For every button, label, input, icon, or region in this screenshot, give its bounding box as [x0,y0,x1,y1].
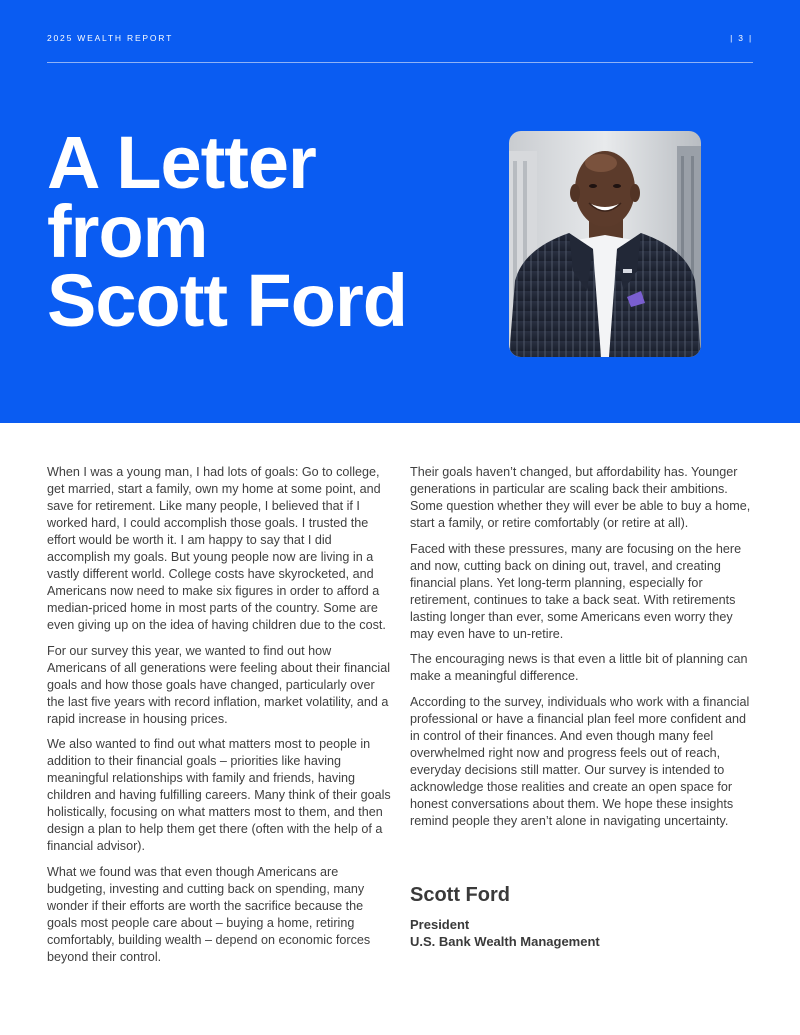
letter-paragraph: Faced with these pressures, many are focusing on the here and now, cutting back on dining out, travel, and creating financial plans. Yet long-term planning, especially for retirement, continues to take a back seat. With retirements lasting longer than ever, some Americans even worry they may even have to un-retire. [410,541,742,641]
page-title [47,121,487,342]
letter-column-right [410,464,753,838]
page-number: | 3 | [730,33,753,43]
hero-banner [0,0,800,423]
letter-paragraph: For our survey this year, we wanted to find out how Americans of all generations were feeling about their financial goals and how those goals have changed, particularly over the last five years with record inflation, market volatility, and a rapid increase in housing prices. [47,643,391,726]
letter-paragraph: We also wanted to find out what matters most to people in addition to their financial goals – priorities like having meaningful relationships with family and friends, having children and having fulfilling careers. Many think of their goals holistically, focusing on what matters most to them, and then design a plan to help them get there (often with the help of a financial advisor). [47,737,391,853]
letter-paragraph: When I was a young man, I had lots of goals: Go to college, get married, start a family, own my home at some point, and save for retirement. Like many people, I believed that if I worked hard, I could accomplish those goals. I trusted the effort would be worth it. I am happy to say that I did accomplish my goals. But young people now are living in a vastly different world. College costs have skyrocketed, and Americans now need to make six figures in order to afford a median-priced home in most parts of the country. Some are even giving up on the idea of having children due to the cost. [47,465,386,632]
signature-organization: U.S. Bank Wealth Management [410,934,600,949]
signature-name: Scott Ford [410,884,510,906]
report-label: 2025 WEALTH REPORT [47,33,174,43]
header-divider [47,62,753,63]
title-line-2: from [47,190,208,273]
letter-paragraph: What we found was that even though Americans are budgeting, investing and cutting back on spending, many wonder if their efforts are worth the sacrifice because the goals most people care about – buying a home, retiring comfortably, building wealth – depend on economic forces beyond their control. [47,864,371,964]
title-line-1: A Letter [47,121,316,204]
letter-paragraph: The encouraging news is that even a little bit of planning can make a meaningful difference. [410,652,748,683]
letter-column-left [47,464,391,974]
letter-paragraph: According to the survey, individuals who work with a financial professional or have a financial plan feel more confident and in control of their finances. And even though many feel overwhelmed right now and progress feels out of reach, everyday decisions still matter. Our survey is intended to acknowledge those realities and create an open space for honest conversations about them. We hope these insights remind people they aren’t alone in navigating uncertainty. [410,694,750,828]
letter-paragraph: Their goals haven’t changed, but affordability has. Younger generations in particular are scaling back their ambitions. Some question whether they will ever be able to buy a home, start a family, or retire comfortably (or retire at all). [410,465,751,530]
title-line-3: Scott Ford [47,259,407,342]
portrait-photo [509,131,701,357]
signature-role: President [410,917,470,932]
